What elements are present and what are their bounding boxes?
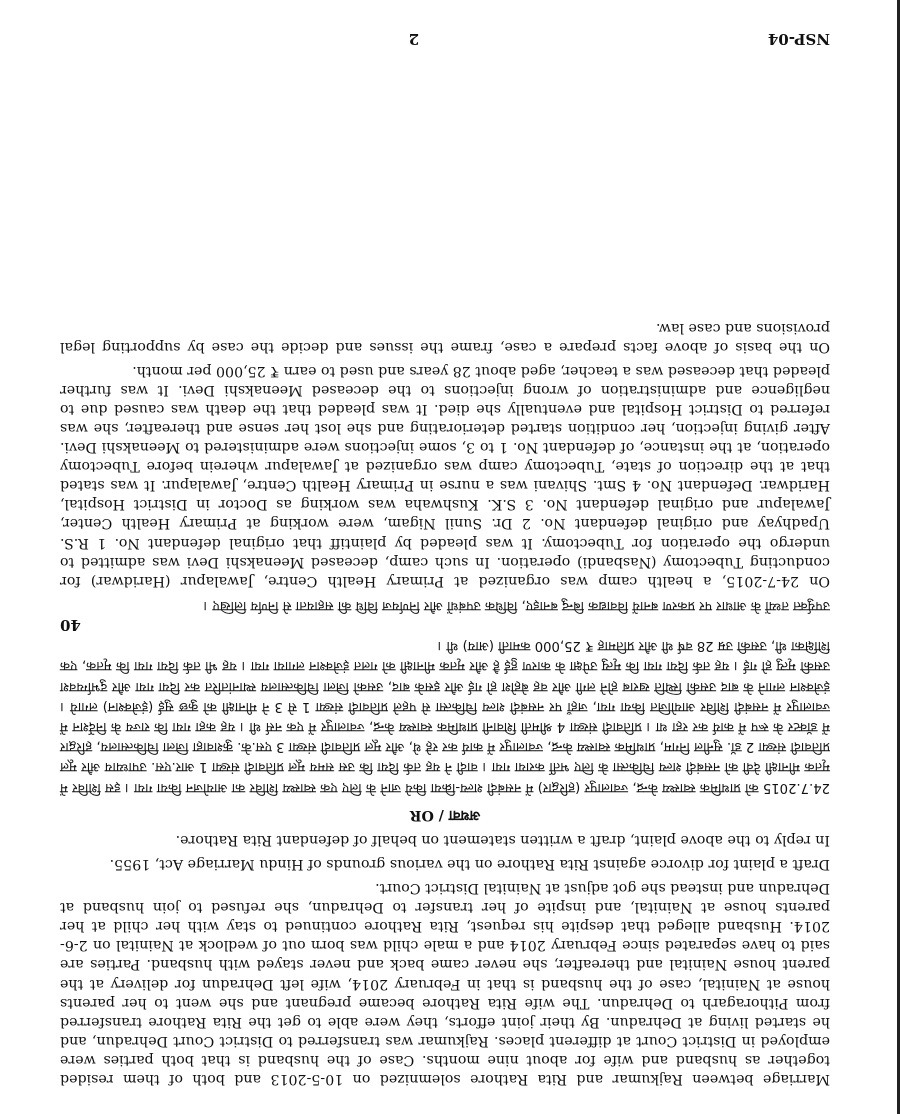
- page-footer: [60, 30, 830, 48]
- marks-row: [60, 615, 830, 634]
- question-content: [60, 312, 830, 1088]
- paper-code: NSP-04: [767, 30, 830, 48]
- question-1-facts: Marriage between Rajkumar and Rita Rathore solemnized on 10-5-2013 and both of them resided together as husband and wife for about nine months. Case of the husband is that both parties were employed in District Court at different places. Rajkumar was transferred to District Court Dehradun, and he started living at Dehradun. By their joint efforts, they were able to get the Rita Rathore transferred from Pithoragarh to Dehradun. The wife Rita Rathore became pregnant and she went to her parents house at Nainital, case of the husband is that in February 2014, wife left Dehradun for delivery at the parent house Nainital and thereafter, she never came back and never stayed with husband. Parties are said to have separated since February 2014 and a male child was born out of wedlock at Nainital on 2-6-2014. Husband alleged that despite his request, Rita Rathore continued to stay with her child at her parents house at Nainital, and inspite of her transfer to Dehradun, she refused to join husband at Dehradun and instead she got adjust at Nainital District Court.: [60, 880, 830, 1087]
- marks-label: 40: [60, 616, 81, 635]
- question-2-hindi-task: उपर्युक्त तथ्यों के आधार पर प्रकरण बनायें विवाद्यक बिन्दु बनाइए, विधिक उपबंधों और निर्णयज विधि की सहायता से निर्णय लिखिए ।: [203, 597, 830, 613]
- question-2-english-task: On the basis of above facts prepare a case, frame the issues and decide the case by supporting legal provisions and case law.: [60, 319, 830, 355]
- question-1-plaint-task: Draft a plaint for divorce against Rita Rathore on the various grounds of Hindu Marriage Act, 1955.: [109, 855, 830, 872]
- page-number: 2: [408, 30, 420, 48]
- question-2-english-facts: On 24-7-2015, a health camp was organized at Primary Health Centre, Jawalapur (Haridwar) for conducting Tubectomy (Nasbandi) operation. In such camp, deceased Meenakshi Devi was admitted to undergo the operation for Tubectomy. It was pleaded by plaintiff that original defendant No. 1 R.S. Upadhyay and original defendant No. 2 Dr. Sunil Nigam, were working at Primary Health Center, Jawalapur and original defendant No. 3 S.K. Kushwaha was working as Doctor in District Hospital, Haridwar. Defendant No. 4 Smt. Shivani was a nurse in Primary Health Centre, Jawalapur. It was stated that at the direction of state, Tubectomy camp was organized at Jawalapur wherein before Tubectomy operation, at the instance, of defendant No. 1 to 3, some injections were administered to Meenakshi Devi. After giving injection, her condition started deteriorating and she lost her sense and thereafter, she was referred to District Hospital and eventually she died. It was pleaded that the death was caused due to negligence and administration of wrong injections to the deceased Meenakshi Devi. It was further pleaded that deceased was a teacher, aged about 28 years and used to earn ₹ 25,000 per month.: [60, 362, 830, 589]
- question-1-reply-task: In reply to the above plaint, draft a written statement on behalf of defendant Rita Rathore.: [175, 831, 830, 848]
- or-heading: अथवा / OR: [409, 806, 481, 823]
- question-2-hindi-facts: 24.7.2015 को प्राथमिक स्वास्थ्य केन्द्र, ज्वालापुर (हरिद्वार) में नसबंदी शल्य-क्रिया किये जाने के लिए एक स्वास्थ्य शिविर का आयोजन किया गया । इस शिविर में मृतक मीनाक्षी देवी को नसबंदी शल्य चिकित्सा के लिए भर्ती कराया गया । वादी ने यह तर्क दिया कि उस समय मूल प्रतिवादी संख्या 1 आर.एस. उपाध्याय और मूल प्रतिवादी संख्या 2 डॉ. सुनील निगम, प्राथमिक स्वास्थ्य केन्द्र, ज्वालापुर में कार्य कर रहे थे, और मूल प्रतिवादी संख्या 3 एस.के. कुशवाहा जिला चिकित्सालय, हरिद्वार में डॉक्टर के रूप में कार्य कर रहा था । प्रतिवादी संख्या 4 श्रीमती शिवानी प्राथमिक स्वास्थ्य केन्द्र, ज्वालापुर में एक नर्स थी । यह कहा गया कि राज्य के निर्देशन में ज्वालापुर में नसबंदी शिविर आयोजित किया गया, जहाँ पर नसबंदी शल्य चिकित्सा से पहले प्रतिवादी संख्या 1 से 3 ने मीनाक्षी को कुछ सुई (इंजेक्शन) लगाये । इंजेक्शन लगाने के बाद उसकी स्थिति खराब होने लगी और वह बेहोश हो गई और इसके बाद, उसको जिला चिकित्सालय स्थानांतरित कर दिया गया और दुर्भाग्यवश उसकी मृत्यु हो गई । यह तर्क दिया गया कि मृत्यु उपेक्षा के कारण हुई है और मृतक मीनाक्षी को गलत इंजेक्शन लगाया गया । यह भी तर्क दिया गया कि मृतक, एक शिक्षिका थी, उसकी उम्र 28 वर्ष थी और प्रतिमाह ₹ 25,000 कमाती (आय) थी ।: [60, 638, 830, 795]
